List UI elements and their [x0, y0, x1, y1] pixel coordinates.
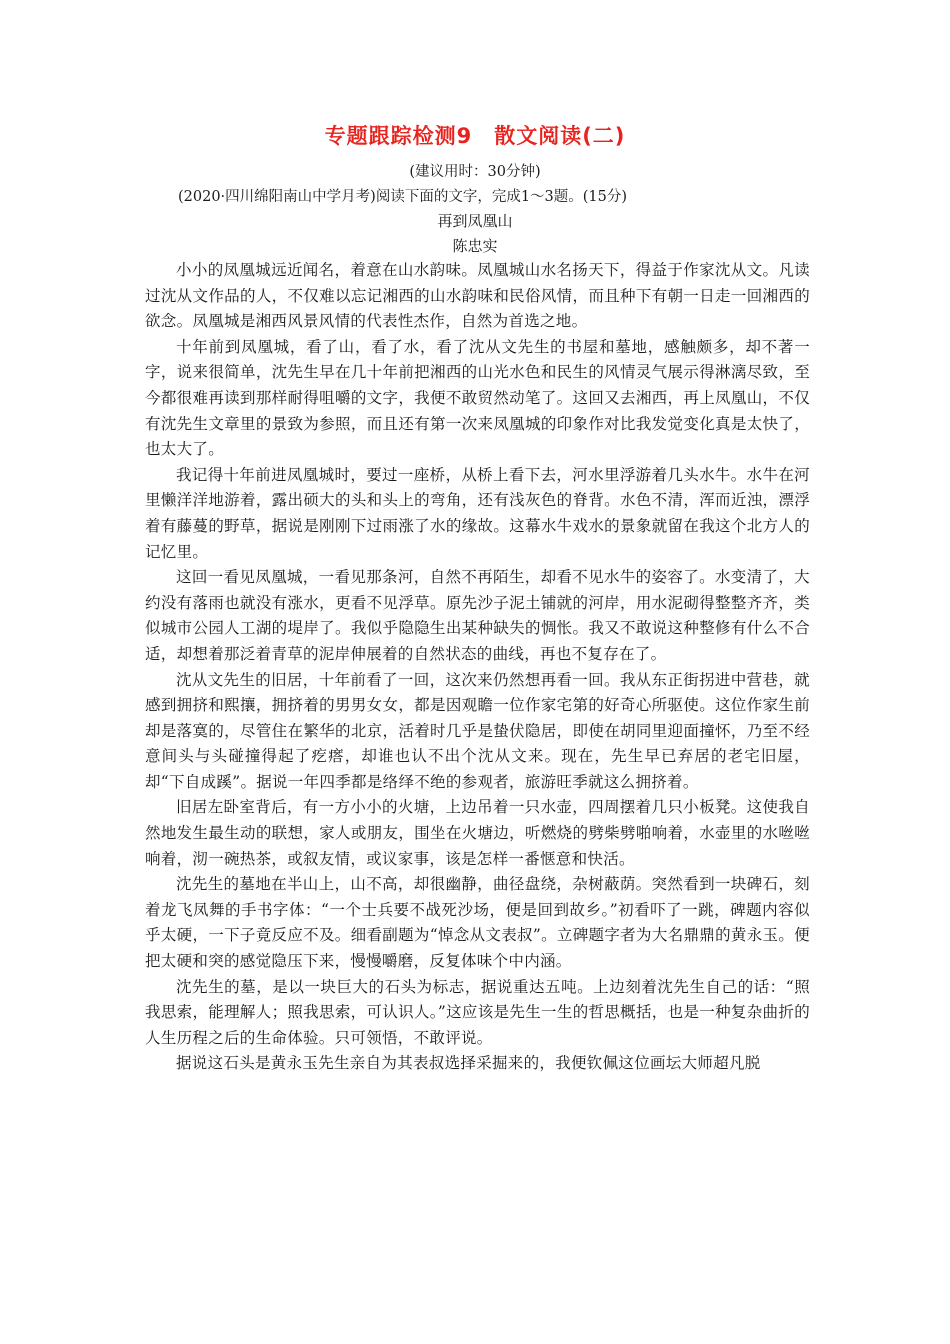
paragraph: 沈先生的墓地在半山上，山不高，却很幽静，曲径盘绕，杂树蔽荫。突然看到一块碑石，刻着龙飞凤舞的手书字体：“一个士兵要不战死沙场，便是回到故乡。”初看吓了一跳，碑题内容似乎太硬，一下子竟反应不及。细看副题为“悼念从文表叔”。立碑题字者为大名鼎鼎的黄永玉。便把太硬和突的感觉隐压下来，慢慢嚼磨，反复体味个中内涵。 — [145, 875, 810, 971]
suggested-time: (建议用时：30分钟) — [409, 164, 541, 180]
essay-author: 陈忠实 — [452, 237, 498, 255]
paragraph: 旧居左卧室背后，有一方小小的火塘，上边吊着一只水壶，四周摆着几只小板凳。这使我自然地发生最生动的联想，家人或朋友，围坐在火塘边，听燃烧的劈柴劈啪响着，水壶里的水咝咝响着，沏一碗热茶，或叙友情，或议家事，该是怎样一番惬意和快活。 — [145, 798, 810, 868]
question-source: (2020·四川绵阳南山中学月考)阅读下面的文字，完成1～3题。(15分) — [178, 189, 628, 205]
paragraph: 小小的凤凰城远近闻名，着意在山水韵味。凤凰城山水名扬天下，得益于作家沈从文。凡读过沈从文作品的人，不仅难以忘记湘西的山水韵味和民俗风情，而且种下有朝一日走一回湘西的欲念。凤凰城是湘西风景风情的代表性杰作，自然为首选之地。 — [145, 261, 810, 331]
document-title: 专题跟踪检测9 散文阅读(二) — [324, 124, 626, 148]
paragraph: 这回一看见凤凰城，一看见那条河，自然不再陌生，却看不见水牛的姿容了。水变清了，大约没有落雨也就没有涨水，更看不见浮草。原先沙子泥土铺就的河岸，用水泥砌得整整齐齐，类似城市公园人工湖的堤岸了。我似乎隐隐生出某种缺失的惆怅。我又不敢说这种整修有什么不合适，却想着那泛着青草的泥岸伸展着的自然状态的曲线，再也不复存在了。 — [145, 568, 810, 663]
essay-title: 再到凤凰山 — [437, 212, 513, 230]
paragraph: 沈先生的墓，是以一块巨大的石头为标志，据说重达五吨。上边刻着沈先生自己的话：“照我思索，能理解人；照我思索，可认识人。”这应该是先生一生的哲思概括，也是一种复杂曲折的人生历程之后的生命体验。只可领悟，不敢评说。 — [145, 977, 810, 1047]
essay-body — [145, 258, 810, 1077]
paragraph: 我记得十年前进凤凰城时，要过一座桥，从桥上看下去，河水里浮游着几头水牛。水牛在河里懒洋洋地游着，露出硕大的头和头上的弯角，还有浅灰色的脊背。水色不清，浑而近浊，漂浮着有藤蔓的野草，据说是刚刚下过雨涨了水的缘故。这幕水牛戏水的景象就留在我这个北方人的记忆里。 — [145, 465, 810, 561]
paragraph: 十年前到凤凰城，看了山，看了水，看了沈从文先生的书屋和墓地，感触颇多，却不著一字，说来很简单，沈先生早在几十年前把湘西的山光水色和民生的风情灵气展示得淋漓尽致，至今都很难再读到那样耐得咀嚼的文字，我便不敢贸然动笔了。这回又去湘西，再上凤凰山，不仅有沈先生文章里的景致为参照，而且还有第一次来凤凰城的印象作对比我发觉变化真是太快了，也太大了。 — [145, 337, 810, 459]
paragraph: 据说这石头是黄永玉先生亲自为其表叔选择采掘来的，我便钦佩这位画坛大师超凡脱 — [176, 1054, 761, 1073]
paragraph: 沈从文先生的旧居，十年前看了一回，这次来仍然想再看一回。我从东正街拐进中营巷，就感到拥挤和熙攘，拥挤着的男男女女，都是因观瞻一位作家宅第的好奇心所驱使。这位作家生前却是落寞的，尽管住在繁华的北京，活着时几乎是蛰伏隐居，即使在胡同里迎面撞怀，乃至不经意间头与头碰撞得起了疙瘩，却谁也认不出个沈从文来。现在，先生早已弃居的老宅旧屋，却“下自成蹊”。据说一年四季都是络绎不绝的参观者，旅游旺季就这么拥挤着。 — [145, 670, 810, 791]
